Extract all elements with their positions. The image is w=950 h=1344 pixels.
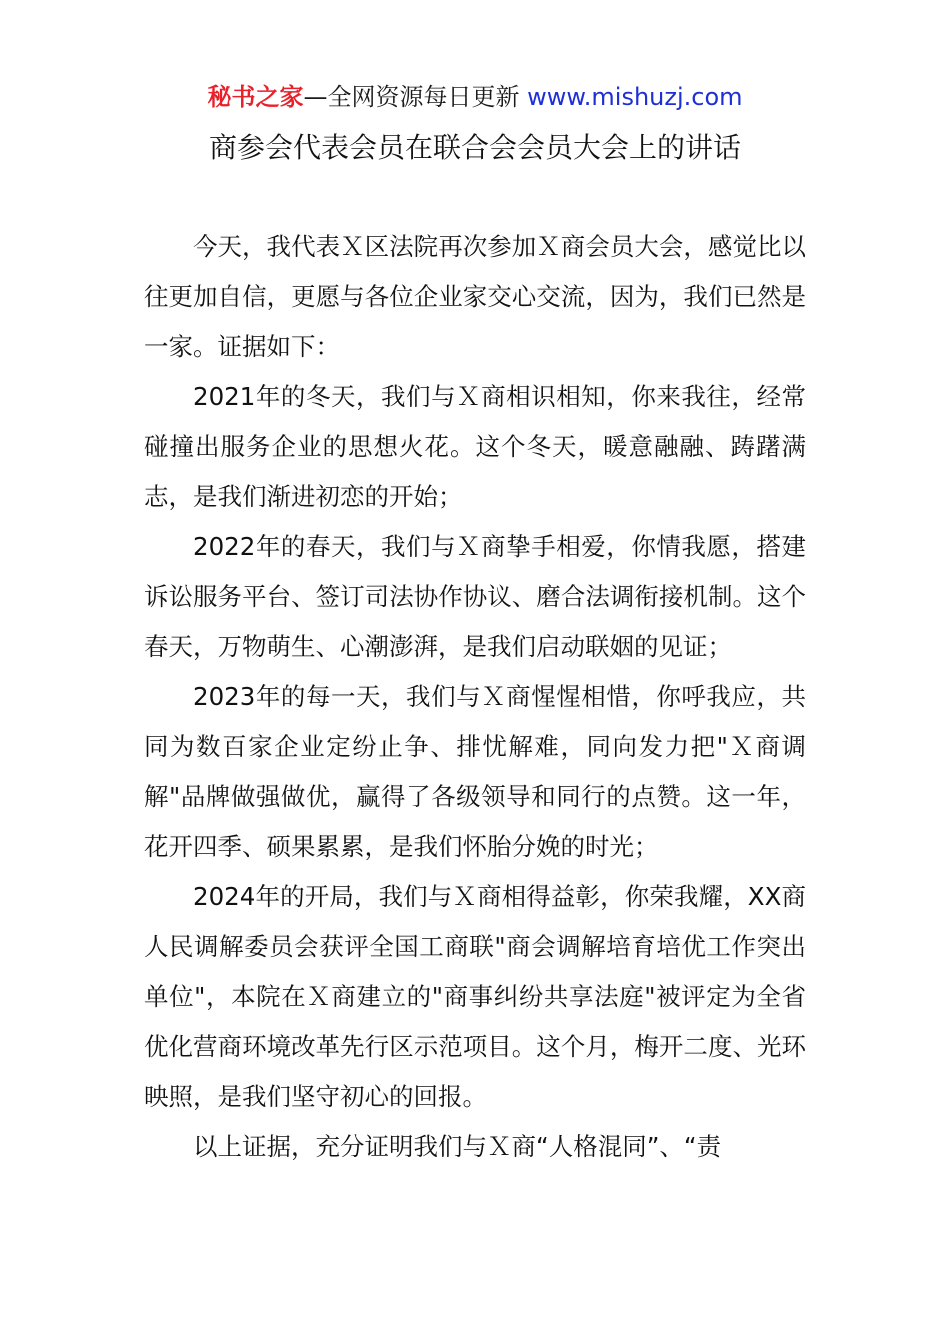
paragraph-2021: 2021年的冬天，我们与Ｘ商相识相知，你来我往，经常碰撞出服务企业的思想火花。这个冬天，暖意融融、踌躇满志，是我们渐进初恋的开始；: [144, 382, 806, 511]
paragraph-2022: 2022年的春天，我们与Ｘ商挚手相爱，你情我愿，搭建诉讼服务平台、签订司法协作协议、磨合法调衔接机制。这个春天，万物萌生、心潮澎湃，是我们启动联姻的见证；: [144, 532, 806, 661]
site-brand: 秘书之家: [207, 83, 304, 111]
document-title: 商参会代表会员在联合会会员大会上的讲话: [208, 131, 741, 164]
paragraph-conclusion: 以上证据，充分证明我们与Ｘ商“人格混同”、“责: [193, 1132, 722, 1161]
site-header: [0, 80, 950, 114]
paragraph-intro: 今天，我代表Ｘ区法院再次参加Ｘ商会员大会，感觉比以往更加自信，更愿与各位企业家交心交流，因为，我们已然是一家。证据如下：: [144, 232, 806, 361]
paragraph-2023: 2023年的每一天，我们与Ｘ商惺惺相惜，你呼我应，共同为数百家企业定纷止争、排忧解难，同向发力把"Ｘ商调解"品牌做强做优，赢得了各级领导和同行的点赞。这一年，花开四季、硕果累累，是我们怀胎分娩的时光；: [144, 682, 806, 861]
site-url-link[interactable]: www.mishuzj.com: [527, 83, 743, 111]
paragraph-2024: 2024年的开局，我们与Ｘ商相得益彰，你荣我耀，XX商人民调解委员会获评全国工商联"商会调解培育培优工作突出单位"，本院在Ｘ商建立的"商事纠纷共享法庭"被评定为全省优化营商环境改革先行区示范项目。这个月，梅开二度、光环映照，是我们坚守初心的回报。: [144, 882, 806, 1111]
site-tagline: —全网资源每日更新: [303, 83, 520, 111]
document-body: [144, 222, 806, 1172]
